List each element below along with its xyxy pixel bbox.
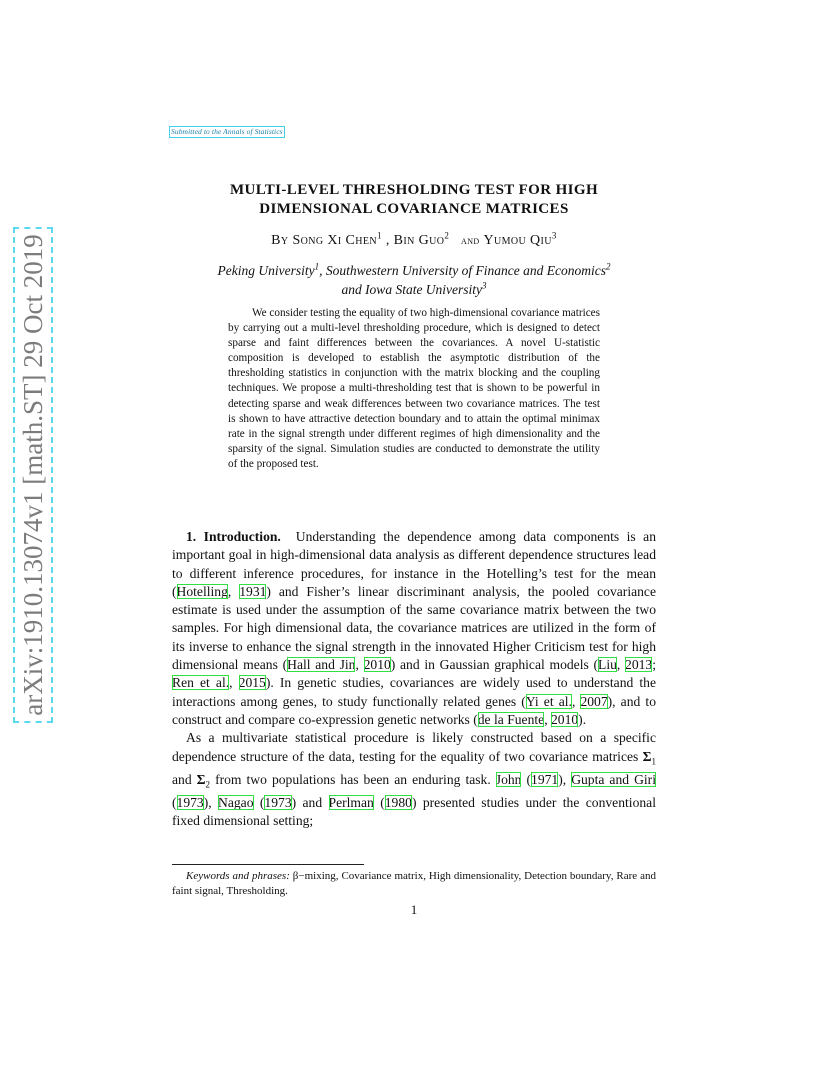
paper-title bbox=[150, 181, 678, 219]
intro-p1-a: Understanding the dependence among data components is an important goal in high-dimensional data analysis as different dependence structures lead to different inference procedures, for instance in the Hotelling’s test for the mean ( bbox=[172, 529, 657, 599]
affiliations bbox=[150, 261, 678, 299]
intro-p2-a: As a multivariate statistical procedure is likely constructed based on a specific dependence structure of the data, testing for the equality of two covariance matrices bbox=[172, 730, 656, 764]
title-line-2: DIMENSIONAL COVARIANCE MATRICES bbox=[259, 201, 569, 217]
author-3: Yumou Qiu bbox=[483, 233, 552, 248]
journal-header-link[interactable]: Submitted to the Annals of Statistics bbox=[171, 127, 283, 136]
author-sep: , bbox=[381, 233, 394, 248]
author-1: Song Xi Chen bbox=[292, 233, 378, 248]
arxiv-stamp-text[interactable]: arXiv:1910.13074v1 [math.ST] 29 Oct 2019 bbox=[13, 227, 53, 722]
affiliation-swufe: , Southwestern University of Finance and Economics bbox=[319, 263, 606, 278]
citation-perlman[interactable]: Perlman bbox=[328, 794, 374, 810]
citation-nagao[interactable]: Nagao bbox=[218, 794, 254, 810]
intro-p2-and: and bbox=[172, 771, 197, 787]
keywords-text: β−mixing, Covariance matrix, High dimensionality, Detection boundary, Rare and faint signal, Thresholding. bbox=[172, 870, 656, 897]
citation-nagao-year[interactable]: 1973 bbox=[264, 794, 292, 810]
page-number: 1 bbox=[410, 902, 418, 917]
intro-p1-d: ). In genetic studies, covariances are widely used to understand the interactions among genes, to study functionally related genes ( bbox=[172, 675, 656, 709]
author-line bbox=[150, 230, 678, 249]
intro-paragraph-1: 1. Introduction. Understanding the dependence among data components is an important goal in high-dimensional data analysis as different dependence structures lead to different inference procedures, for instance in the Hotelling’s test for the mean (Hotelling, 1931) and Fisher’s linear discriminant analysis, the pooled covariance estimate is used under the assumption of the same covariance matrix between the two samples. For high dimensional data, the covariance matrices are utilized in the form of its inverse to enhance the signal strength in the innovated Higher Criticism test for high dimensional means (Hall and Jin, 2010) and in Gaussian graphical models (Liu, 2013; Ren et al., 2015). In genetic studies, covariances are widely used to understand the interactions among genes, to study functionally related genes (Yi et al., 2007), and to construct and compare co-expression genetic networks (de la Fuente, 2010). bbox=[172, 529, 657, 727]
author-2-sup: 2 bbox=[444, 230, 450, 241]
citation-hotelling[interactable]: Hotelling bbox=[176, 583, 228, 599]
affiliation-iowa-sup: 3 bbox=[482, 280, 487, 291]
citation-ren-year[interactable]: 2015 bbox=[238, 675, 266, 691]
author-3-sup: 3 bbox=[551, 230, 557, 241]
affiliation-peking-sup: 1 bbox=[314, 261, 320, 272]
intro-p1-c: ) and in Gaussian graphical models ( bbox=[390, 657, 599, 673]
affiliation-peking: Peking University bbox=[217, 263, 315, 278]
section-heading: 1. Introduction. bbox=[186, 529, 281, 544]
citation-liu-year[interactable]: 2013 bbox=[625, 657, 653, 673]
citation-john-year[interactable]: 1971 bbox=[531, 771, 559, 787]
sigma-1-sub: 1 bbox=[651, 756, 656, 767]
keywords-footnote bbox=[172, 869, 656, 899]
intro-p2-d: ) presented studies under the conventional fixed dimensional setting; bbox=[172, 794, 656, 828]
sigma-2-symbol: Σ bbox=[196, 771, 206, 787]
citation-de-la-fuente-year[interactable]: 2010 bbox=[550, 711, 579, 727]
arxiv-stamp[interactable] bbox=[12, 205, 54, 745]
affiliation-iowa: and Iowa State University bbox=[341, 282, 483, 297]
citation-yi[interactable]: Yi et al. bbox=[525, 693, 572, 709]
citation-liu[interactable]: Liu bbox=[598, 657, 617, 673]
affiliation-line-2 bbox=[150, 280, 678, 299]
intro-p2-b: from two populations has been an enduring task. bbox=[210, 771, 496, 787]
abstract: We consider testing the equality of two high-dimensional covariance matrices by carrying out a multi-level thresholding procedure, which is designed to detect sparse and faint differences between the covariances. A novel U-statistic composition is developed to establish the asymptotic distribution of the thresholding statistics in conjunction with the matrix blocking and the coupling techniques. We propose a multi-thresholding test that is shown to be powerful in detecting sparse and weak differences between two covariance matrices. The test is shown to have attractive detection boundary and to attain the optimal minimax rate in the signal strength under different regimes of high dimensionality and the sparsity of the signal. Simulation studies are conducted to demonstrate the utility of the proposed test. bbox=[228, 307, 600, 470]
intro-p1-e: ), and to construct and compare co-expression genetic networks ( bbox=[172, 693, 656, 727]
citation-gupta-giri[interactable]: Gupta and Giri bbox=[571, 771, 656, 787]
citation-hall-jin[interactable]: Hall and Jin bbox=[287, 657, 356, 673]
by-label: By bbox=[271, 233, 289, 248]
citation-de-la-fuente[interactable]: de la Fuente bbox=[477, 711, 545, 727]
citation-yi-year[interactable]: 2007 bbox=[580, 693, 608, 709]
footnote-rule bbox=[172, 864, 364, 865]
keywords-label: Keywords and phrases: bbox=[186, 870, 290, 882]
author-2: Bin Guo bbox=[393, 233, 445, 248]
and-label: and bbox=[461, 233, 480, 247]
title-line-1: MULTI-LEVEL THRESHOLDING TEST FOR HIGH bbox=[229, 182, 599, 198]
intro-p2-c: and bbox=[296, 794, 329, 810]
intro-p1-f: ). bbox=[578, 711, 587, 727]
citation-gupta-giri-year[interactable]: 1973 bbox=[176, 794, 204, 810]
introduction-section bbox=[172, 528, 656, 830]
sigma-1-symbol: Σ bbox=[642, 748, 652, 764]
citation-hall-jin-year[interactable]: 2010 bbox=[363, 657, 391, 673]
intro-p1-b: ) and Fisher’s linear discriminant analysis, the pooled covariance estimate is used under the assumption of the same covariance matrix between the two samples. For high dimensional data, the covariance matrices are utilized in the form of its inverse to enhance the signal strength in the innovated Higher Criticism test for high dimensional means ( bbox=[172, 583, 657, 673]
citation-hotelling-year[interactable]: 1931 bbox=[239, 583, 267, 599]
intro-paragraph-2: As a multivariate statistical procedure is likely constructed based on a specific dependence structure of the data, testing for the equality of two covariance matrices $\Sigma_1$ and $\Sigma_2$ from two populations has been an enduring task. John (1971), Gupta and Giri (1973), Nagao (1973) and Perlman (1980) presented studies under the conventional fixed dimensional setting; bbox=[172, 730, 656, 828]
affiliation-swufe-sup: 2 bbox=[605, 261, 611, 272]
affiliation-line-1 bbox=[150, 261, 678, 280]
citation-ren[interactable]: Ren et al. bbox=[172, 675, 230, 691]
citation-perlman-year[interactable]: 1980 bbox=[384, 794, 412, 810]
citation-john[interactable]: John bbox=[495, 771, 522, 787]
sigma-2-sub: 2 bbox=[205, 779, 211, 790]
author-1-sup: 1 bbox=[377, 230, 382, 241]
